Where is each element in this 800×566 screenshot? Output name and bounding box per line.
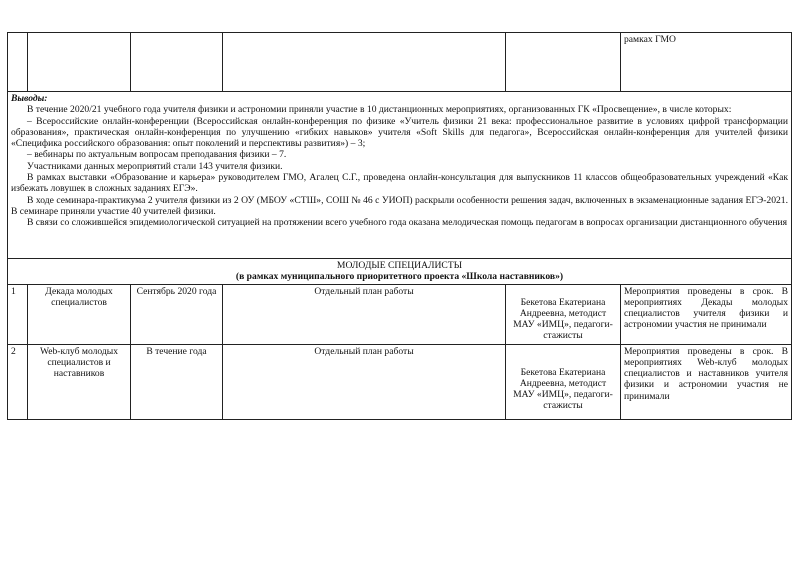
event-name: Декада молодых специалистов [28,284,131,344]
row-number: 1 [8,284,28,344]
conclusion-paragraph: В ходе семинара-практикума 2 учителя физики из 2 ОУ (МБОУ «СТШ», СОШ № 46 с УИОП) раскрыли особенности решения задач, включенных в экзаменационные задания ЕГЭ-2021. В семинаре приняли участие 40 учителей физики. [11,194,788,217]
conclusion-paragraph: В связи со сложившейся эпидемиологической ситуацией на протяжении всего учебного года оказана мелодическая помощь педагогам в вопросах организации дистанционного обучения [27,217,788,229]
responsible: Бекетова Екатериана Андреевна, методист МАУ «ИМЦ», педагоги-стажисты [506,284,621,344]
conclusions-row [8,92,792,259]
conclusion-paragraph: – Всероссийские онлайн-конференции (Всероссийская онлайн-конференция по физике «Учитель физики 21 века: профессиональное развитие в условиях цифрой трансформации образования», практическая онлайн-конференция по улучшению «гибких навыков» учителя «Soft Skills для педагога», Всероссийская онлайн-конференция для учителей физики «Специфика российского образования: опыт поколений и перспективы развития») – 3; [11,115,788,150]
table-row [8,284,792,344]
event-date: В течение года [131,344,223,419]
result-cell: рамках ГМО [621,33,792,92]
work-plan-table [7,32,792,420]
conclusions-cell [8,92,792,259]
section-title: МОЛОДЫЕ СПЕЦИАЛИСТЫ [336,260,463,271]
event-date: Сентябрь 2020 года [131,284,223,344]
responsible: Бекетова Екатериана Андреевна, методист МАУ «ИМЦ», педагоги-стажисты [506,344,621,419]
section-subtitle: (в рамках муниципального приоритетного проекта «Школа наставников») [235,271,564,283]
conclusions-title: Выводы: [11,93,48,104]
row-number: 2 [8,344,28,419]
conclusion-paragraph: В рамках выставки «Образование и карьера» руководителем ГМО, Агалец С.Г., проведена онлайн-консультация для выпускников 11 классов общеобразовательных учреждений «Как избежать ловушек в сложных заданиях ЕГЭ». [11,172,788,195]
conclusion-paragraph: В течение 2020/21 учебного года учителя физики и астрономии приняли участие в 10 дистанционных мероприятиях, организованных ГК «Просвещение», в числе которых: [27,104,732,116]
event-result: Мероприятия проведены в срок. В мероприятиях Web-клуб молодых специалистов и наставников учителя физики и астрономии участия не принимали [621,344,792,419]
event-result: Мероприятия проведены в срок. В мероприятиях Декады молодых специалистов учителя физики и астрономии участия не принимали [621,284,792,344]
conclusion-paragraph: Участниками данных мероприятий стали 143 учителя физики. [27,160,283,172]
section-heading-row [8,259,792,285]
table-row [8,344,792,419]
conclusion-paragraph: – вебинары по актуальным вопросам преподавания физики – 7. [27,149,287,161]
table-row [8,33,792,92]
event-name: Web-клуб молодых специалистов и наставников [28,344,131,419]
event-plan: Отдельный план работы [223,284,506,344]
event-plan: Отдельный план работы [223,344,506,419]
